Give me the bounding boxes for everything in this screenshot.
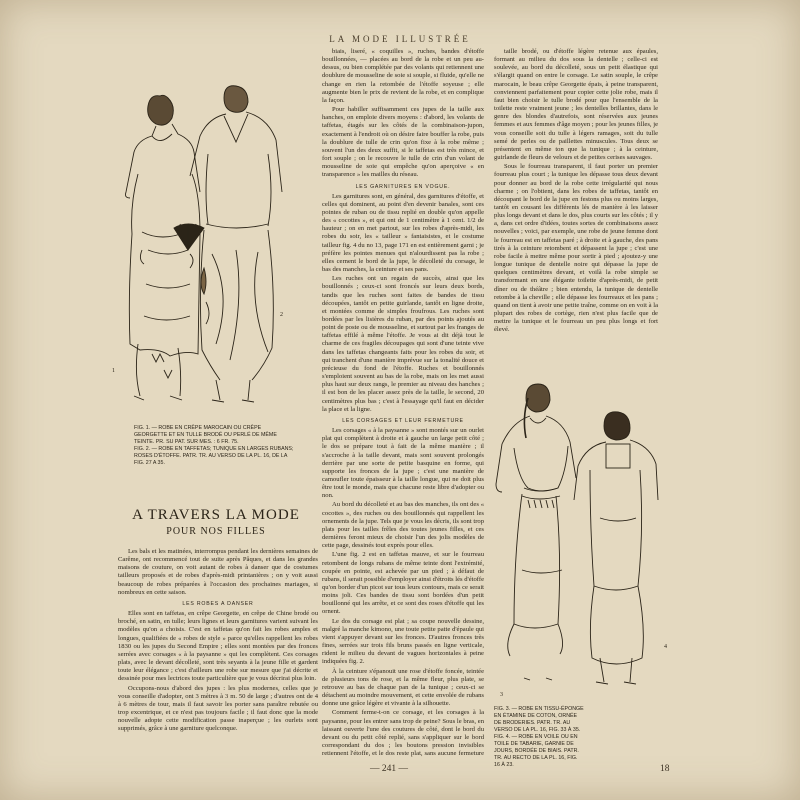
fashion-illustration-figs-3-4 [494,378,678,704]
caption-fig-3: FIG. 3. — ROBE EN TISSU-ÉPONGE EN ÉTAMINE DE COTON, ORNÉE DE BRODERIES. PATR. TR. AU VERSO DE LA PL. 16, FIG. 33 À 35. [494,706,584,733]
page-number-center: — 241 — [370,764,408,774]
paragraph: Comment ferme-t-on ce corsage, et les corsages à la paysanne, pour les entrer sans trop de peine? Sous le bras, en laissant ouverte l'une des coutures de côté, dont le bord du devant ou du petit côté replié, sans s'appliquer sur le bord correspondant du dos ; les boutons pression invisibles retiennent l'étoffe, et le dos reste plat, sans aucune fermeture [322,709,484,758]
section-heading: LES GARNITURES EN VOGUE. [355,183,451,190]
svg-text:1: 1 [112,368,115,374]
article-subtitle: POUR NOS FILLES [166,526,266,537]
page-number-right: 18 [660,764,670,774]
fashion-illustration-figs-1-2 [108,54,298,416]
paragraph: Au bord du décolleté et au bas des manches, ils ont des « cocottes », des ruches ou des bouillonnés qui rappellent les ornements de la jupe. Tels que je vous les décris, ils sont trop plats pour les tailles frêles des toutes jeunes filles, et ces dernières feront mieux de choisir l'un des jolis modèles de cette page, dessinés tout exprès pour elles. [322,501,484,550]
paragraph: Sous le fourreau transparent, il faut porter un premier fourreau plus court ; la tunique les dépasse tous deux devant pour donner au bord de la robe cette irrégularité qui nous charme ; on l'obtient, dans les robes de taffetas, tantôt en découpant le bord de la jupe en festons plus ou moins larges, tantôt en cousant les différents lés de manière à les laisser plus longs devant et dans le dos, plus courts sur les côtés ; il y a, dans cet ordre d'idées, toutes sortes de combinaisons assez nouvelles ; voici, par exemple, une robe de jeune femme dont le fourreau est en taffetas paré ; à droite et à gauche, des pans tirés à la ceinture retombent et dépassent la jupe ; c'est une robe facile à mettre même pour sortir à pied ; ajoutez-y une longue tunique de dentelle noire qui dépasse la jupe de quelques centimètres devant, et voilà la robe simple se transformant en une élégante toilette d'après-midi, de petit dîner ou de théâtre ; bien entendu, la tunique de dentelle retombe à la cheville ; elle dépasse les fourreaux et les pans ; quand on tient à avoir une petite traîne, comme on en voit à la plupart des robes de cortège, rien n'est plus facile que de mettre la tunique et le fourreau un peu plus longs et fort élevé. [494,163,658,334]
section-heading: LES CORSAGES ET LEUR FERMETURE [342,417,464,424]
column-left [118,548,318,750]
running-head: LA MODE ILLUSTRÉE [329,34,471,44]
caption-fig-1: FIG. 1. — ROBE EN CRÊPE MAROCAIN OU CRÊPE GEORGETTE ET EN TULLE BRODÉ OU PERLÉ DE MÊME TEINTE. PR. SU PAT. SUR MES. : 6 FR. 75. [134,425,277,445]
svg-text:2: 2 [280,312,283,318]
paragraph: Pour habiller suffisamment ces jupes de la taille aux hanches, on emploie divers moyens : d'abord, les volants de taffetas, étagés sur les côtés de la combinaison-jupon, exactement à l'endroit où on désire faire bouffer la robe, puis la doublure de tulle de crin qu'on fixe à la robe même ; souvent l'un des deux suffit, si le taffetas est très mince, et fort souple ; on le recouvre le tulle de crin d'un volant de mousseline de soie qui empêche qu'on aperçoive « en transparence » les mailles du réseau. [322,106,484,179]
paragraph: Les corsages « à la paysanne » sont montés sur un ourlet plat qui complètent à droite et à gauche un large petit côté ; le dos se prépare tout à fait de la même manière ; il s'accroche à la taille devant, mais sont souvent prolongés derrière par une sorte de petite basquine en forme, qui supporte les fronces de la jupe ; c'est une manière de camoufler toute épaisseur à la taille longue, qui ne doit plus être tout le monde, mais que chacune reste libre d'adopter ou non. [322,427,484,500]
paragraph: Les ruches ont un regain de succès, ainsi que les bouillonnés ; ceux-ci sont froncés sur leurs deux bords, tandis que les ruches sont faites de bandes de tissu découpées, tantôt en petite guirlande, tantôt en ligne droite, et montées comme de simples froufrous. Les ruches sont bordées par les lisières du ruban, par des points ajoutés au point de poste ou de mousseline, et surtout par les franges de taffetas effilé à même l'étoffe. Je vous ai dit déjà tout le charme de ces fragiles découpages qui sont d'une teinte vive dans les taffetas changeants faits pour les robes du soir, et qui tranchent d'une manière imprévue sur la tonalité douce et précieuse du fond de l'étoffe. Ruches et bouillonnés s'emploient souvent au bas de la robe, mais on les met aussi plus haut sur deux rangs, le premier au niveau des hanches ; il est bon de les placer assez près de la taille, le second, 20 centimètres plus bas ; c'est à l'essayage qu'il faut en décider la place et la ligne. [322,275,484,413]
svg-text:4: 4 [664,644,667,650]
paragraph: Les garnitures sont, en général, des garnitures d'étoffe, et celles qui dominent, au point d'en devenir banales, sont ces pointes de ruban ou de tissu replié en double qu'on appelle des « cocottes », et qui ont de 1 centimètre à 1 cent. 1/2 de hauteur ; on en met partout, sur les robes d'après-midi, les robes du soir, les « tailleur » fantaisistes, et le costume tailleur fig. 4 du no 13, page 171 en est entièrement garni ; je préfère les pointes menues qui n'alourdissent pas la robe ; elles cernent le bord de la jupe, le décolleté du corsage, le bas des manches, la ceinture et ses pans. [322,192,484,274]
svg-text:3: 3 [500,692,503,698]
section-heading: LES ROBES A DANSER [182,600,254,607]
column-middle [322,48,484,758]
paragraph: Le dos du corsage est plat ; sa coupe nouvelle dessine, malgré la manche kimono, une toute petite patte d'épaule qui vient s'appuyer devant sur les fronces. D'autres fronces très fines, serrées sur trois fils bruns passés en ligne verticale, rident le milieu du devant de vagues horizontales à peine indiquées fig. 2. [322,617,484,666]
paragraph: L'une fig. 2 est en taffetas mauve, et sur le fourreau retombent de longs rubans de même teinte dont l'extrémité, coupée en pointe, est achevée par un pied ; à défaut de rubans, il serait possible d'employer ainsi d'étroits lés d'étoffe qu'on border d'un picot sur tous leurs contours, mais ce serait moins joli. Ces bandes de tissu sont bordées d'un petit bouillonné qui les arrête, et ce sont des roses d'étoffe qui les ornent. [322,551,484,616]
paragraph: taille brodé, ou d'étoffe légère retenue aux épaules, formant au milieu du dos sous la dentelle ; celle-ci est soulevée, au bord du décolleté, sous un petit élastique qui s'élargit quand on entre le corsage. Le satin souple, le crêpe marocain, le beau crêpe Georgette épais, à peine transparent, conviennent parfaitement pour copier cette jolie robe, mais il faut bien choisir le tulle brodé pour que l'ensemble de la toilette reste vraiment jeune ; les dentelles brillantes, dans le genre des blondes d'autrefois, sont réservées aux jeunes femmes et aux femmes d'âge moyen ; pour les jeunes filles, je vous conseille soit du tulle à légers ramages, soit du tulle semé de perles ou de paillettes minuscules. Tous deux se présentent en même ton que la tunique ; à la ceinture, guirlande de fleurs de velours et de petites cerises sauvages. [494,48,658,162]
paragraph: Les bals et les matinées, interrompus pendant les dernières semaines de Carême, ont recommencé tout de suite après Pâques, et dans les grandes maisons de couture, on voit autant de robes à danser que de costumes tailleurs proposés et de robes d'après-midi printanières ; on y voit aussi beaucoup de robes préparées à l'occasion des prochaines mariages, si nombreux en cette saison. [118,548,318,596]
column-right [494,48,658,373]
paragraph: Elles sont en taffetas, en crêpe Georgette, en crêpe de Chine brodé ou broché, en satin, en tulle; leurs lignes et leurs garnitures varient suivant les modèles qu'on a choisis. C'est en taffetas qu'on fait les robes amples et longues, qualifiées de « robes de style » parce qu'elles rappellent les robes 1830 ou les jupes du Second Empire ; elles sont montées par des fronces serrées avec corsages « à la paysanne » qui les complètent. Ces corsages plats, avec le devant décolleté, sont très seyants à la jeune fille et gardent toute leur élégance ; c'est d'ailleurs une robe sur mesure que j'ai décrite et dessinée pour mes lectrices toute particulière que je vous décrirai plus loin. [118,610,318,683]
caption-fig-4: FIG. 4. — ROBE EN VOILE OU EN TOILE DE TABARIE, GARNIE DE JOURS, BORDÉE DE BIAIS. PATR. TR. AU RECTO DE LA PL. 16, FIG. 16 À 23. [494,734,579,768]
paragraph: biais, liseré, « coquilles », ruches, bandes d'étoffe bouillonnées, — placées au bord de la robe et un peu au-dessus, ou bien complétée par des volants qui retiennent une doublure de mousseline de soie si souple, si fluide, qu'elle ne change en rien la retombée de l'étoffe soyeuse ; elle augmente bien le prix de revient de la robe, et en complique la façon. [322,48,484,104]
paragraph: À la ceinture s'épanouit une rose d'étoffe foncée, teintée de plusieurs tons de rose, et la même fleur, plus plate, se retrouve au bas de chaque pan de la tunique ; ceux-ci se détachent au moindre mouvement, et cette envolée de rubans donne une grâce légère et vivante à la silhouette. [322,667,484,708]
article-title: A TRAVERS LA MODE [132,507,300,523]
paragraph: Occupons-nous d'abord des jupes : les plus modernes, celles que je vous conseille d'adopter, ont 3 mètres à 3 m. 50 de large ; d'autres ont de 4 à 6 mètres de tour, mais il faut savoir les porter sans paraître rebutée ou trop excentrique, et ce n'est pas toujours facile ; il faut donc que la mode nouvelle adopte cette modification passe inaperçue ; les ourlets sont supprimés, grâce à une garniture quelconque. [118,684,318,733]
caption-fig-2: FIG. 2. — ROBE EN TAFFETAS; TUNIQUE EN LARGES RUBANS; ROSES D'ÉTOFFE. PATR. TR. AU VERSO DE LA PL. 16, DE LA FIG. 27 A 35. [134,446,294,466]
